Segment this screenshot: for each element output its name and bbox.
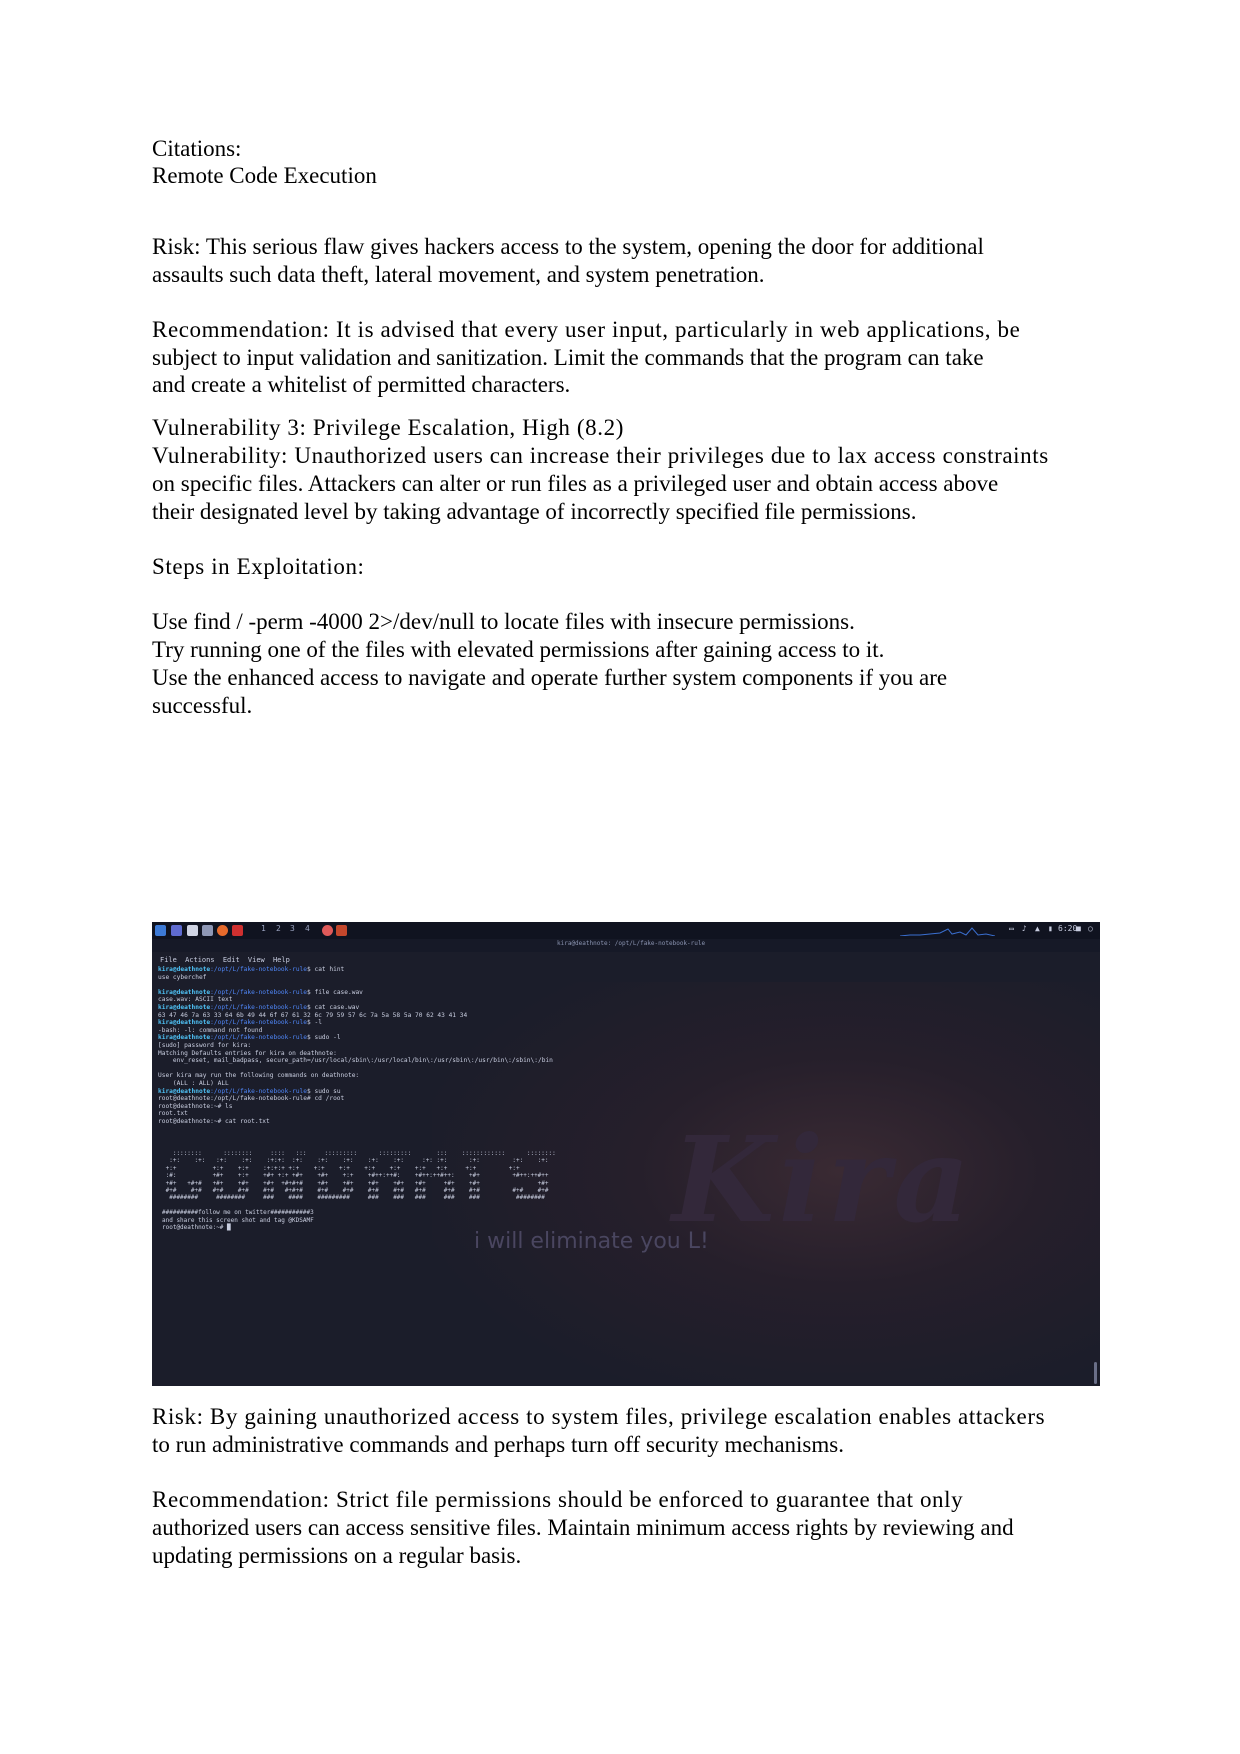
terminal-line: 63 47 46 7a 63 33 64 6b 49 44 6f 67 61 32 6c 79 59 57 6c 7a 5a 58 5a 70 62 43 41 34 bbox=[158, 1011, 468, 1019]
workspace-2[interactable]: 2 bbox=[276, 924, 281, 933]
firefox-icon[interactable] bbox=[217, 925, 228, 936]
step-1: Use find / -perm -4000 2>/dev/null to locate files with insecure permissions. bbox=[152, 609, 855, 634]
vulnerability-desc-line-2: on specific files. Attackers can alter or run files as a privileged user and obtain access above bbox=[152, 471, 999, 496]
prompt-command: $ sudo su bbox=[307, 1087, 341, 1095]
ascii-art-line: #+# #+# #+# #+# #+# #+#+# #+# #+# #+# #+# #+# #+# #+# #+# #+# bbox=[162, 1187, 549, 1195]
terminal-line bbox=[158, 1088, 553, 1096]
files-icon[interactable] bbox=[187, 925, 198, 936]
prompt-command: $ sudo -l bbox=[307, 1034, 341, 1042]
terminal-line bbox=[158, 1019, 553, 1027]
step-2: Try running one of the files with elevated permissions after gaining access to it. bbox=[152, 637, 885, 662]
recommendation-rce-line-3: and create a whitelist of permitted characters. bbox=[152, 372, 571, 397]
spacer bbox=[162, 1202, 556, 1209]
terminal-icon[interactable] bbox=[202, 925, 213, 936]
risk-rce-line-2: assaults such data theft, lateral movement, and system penetration. bbox=[152, 262, 765, 287]
prompt-user: kira@deathnote bbox=[158, 966, 211, 973]
ascii-art-line: :#: +#+ +:+ +#+ +:+ +#+ +#+ +:+ +#++:++#: +#++:++#++: +#+ +#++:++#++ bbox=[162, 1172, 549, 1180]
ascii-art-line: ######## ######## ### #### ######### ### ### ### ### ### ######## bbox=[162, 1194, 545, 1202]
notification-icon[interactable]: ▲ bbox=[1035, 924, 1040, 933]
prompt-path: :/opt/L/fake-notebook-rule bbox=[210, 966, 308, 973]
terminal-footer-line: and share this screen shot and tag @KDSAMF bbox=[162, 1216, 314, 1224]
menu-file[interactable]: File bbox=[160, 956, 177, 964]
battery-icon: ▮ bbox=[1048, 924, 1053, 933]
prompt-path: :/opt/L/fake-notebook-rule bbox=[210, 1019, 308, 1027]
terminal-line: root.txt bbox=[158, 1110, 188, 1118]
menu-actions[interactable]: Actions bbox=[185, 956, 215, 964]
network-graph-icon bbox=[900, 926, 995, 936]
prompt-command: $ cat hint bbox=[307, 966, 345, 973]
risk-privesc-line-1: Risk: By gaining unauthorized access to system files, privilege escalation enables attackers bbox=[152, 1404, 1046, 1429]
desktop-icon[interactable] bbox=[171, 925, 182, 936]
terminal-line: (ALL : ALL) ALL bbox=[158, 1079, 229, 1087]
prompt-path: :/opt/L/fake-notebook-rule bbox=[210, 1034, 308, 1042]
citations-heading: Citations: bbox=[152, 136, 242, 161]
prompt-user: kira@deathnote bbox=[158, 1034, 211, 1042]
prompt-path: :/opt/L/fake-notebook-rule bbox=[210, 988, 308, 996]
vulnerability-desc-line-1: Vulnerability: Unauthorized users can increase their privileges due to lax access constraints bbox=[152, 443, 1049, 468]
volume-icon[interactable]: ♪ bbox=[1022, 924, 1027, 933]
ascii-art-line: :::::::: :::::::: :::: ::: ::::::::: ::::::::: ::: :::::::::::: :::::::: bbox=[162, 1150, 556, 1157]
prompt-user: kira@deathnote bbox=[158, 1019, 211, 1027]
prompt-user: kira@deathnote bbox=[158, 1003, 211, 1011]
terminal-line: root@deathnote:/opt/L/fake-notebook-rule# cd /root bbox=[158, 1095, 345, 1103]
risk-privesc-line-2: to run administrative commands and perhaps turn off security mechanisms. bbox=[152, 1432, 844, 1457]
terminal-line: root@deathnote:~# ls bbox=[158, 1102, 233, 1110]
recommendation-privesc-line-1: Recommendation: Strict file permissions should be enforced to guarantee that only bbox=[152, 1487, 964, 1512]
terminal-line: case.wav: ASCII text bbox=[158, 996, 233, 1004]
prompt-user: kira@deathnote bbox=[158, 1087, 211, 1095]
prompt-command: $ file case.wav bbox=[307, 988, 363, 996]
step-3-line-1: Use the enhanced access to navigate and operate further system components if you are bbox=[152, 665, 948, 690]
menu-view[interactable]: View bbox=[247, 956, 265, 964]
power-icon[interactable]: ○ bbox=[1088, 924, 1093, 933]
recommendation-privesc-line-2: authorized users can access sensitive files. Maintain minimum access rights by reviewing and bbox=[152, 1515, 1014, 1540]
prompt-path: :/opt/L/fake-notebook-rule bbox=[210, 1003, 308, 1011]
terminal-line: [sudo] password for kira: bbox=[158, 1041, 252, 1049]
lock-icon[interactable]: ■ bbox=[1076, 924, 1081, 933]
window-titlebar bbox=[152, 939, 1100, 952]
prompt-user: kira@deathnote bbox=[158, 988, 211, 996]
wallpaper-logo: Kira bbox=[672, 1110, 975, 1249]
menu-edit[interactable]: Edit bbox=[222, 956, 240, 964]
terminal-line: Matching Defaults entries for kira on deathnote: bbox=[158, 1049, 337, 1057]
terminal-line: use cyberchef bbox=[158, 973, 207, 981]
cursor: █ bbox=[227, 1224, 231, 1232]
rce-heading: Remote Code Execution bbox=[152, 163, 377, 188]
ascii-art-line: :+: :+: :+: :+: :+:+: :+: :+: :+: :+: :+: :+: :+: :+: :+: :+: bbox=[162, 1157, 549, 1165]
recommendation-rce-line-2: subject to input validation and sanitization. Limit the commands that the program can take bbox=[152, 345, 984, 370]
app-red-icon[interactable] bbox=[232, 925, 243, 936]
terminal-screenshot bbox=[152, 922, 1100, 1386]
workspace-4[interactable]: 4 bbox=[305, 924, 310, 933]
terminal-line bbox=[158, 1004, 553, 1012]
workspace-1[interactable]: 1 bbox=[261, 924, 266, 933]
terminal-output bbox=[158, 966, 553, 1125]
window-title: kira@deathnote: /opt/L/fake-notebook-rule bbox=[557, 940, 706, 947]
clock: 6:20 bbox=[1058, 924, 1078, 933]
steps-heading: Steps in Exploitation: bbox=[152, 554, 365, 579]
terminal-line bbox=[158, 966, 553, 974]
prompt-path: :/opt/L/fake-notebook-rule bbox=[210, 1087, 308, 1095]
vulnerability-desc-line-3: their designated level by taking advantage of incorrectly specified file permissions. bbox=[152, 499, 917, 524]
risk-rce-line-1: Risk: This serious flaw gives hackers access to the system, opening the door for additional bbox=[152, 234, 984, 259]
ascii-art-line: +:+ +:+ +:+ :+:+:+ +:+ +:+ +:+ +:+ +:+ +:+ +:+ +:+ +:+ bbox=[162, 1164, 520, 1172]
ascii-art-banner bbox=[162, 1150, 556, 1231]
terminal-line: env_reset, mail_badpass, secure_path=/usr/local/sbin\:/usr/local/bin\:/usr/sbin\:/usr/bin\:/sbin\:/bin bbox=[158, 1057, 553, 1065]
record-icon[interactable] bbox=[322, 925, 333, 936]
app-menu-icon[interactable] bbox=[155, 925, 166, 936]
terminal-line: root@deathnote:~# cat root.txt bbox=[158, 1117, 270, 1125]
terminal-line bbox=[158, 981, 553, 989]
prompt-command: $ -l bbox=[307, 1019, 322, 1027]
wallpaper-tagline: i will eliminate you L! bbox=[474, 1229, 709, 1254]
ascii-art-line: +#+ +#+# +#+ +#+ +#+ +#+#+# +#+ +#+ +#+ +#+ +#+ +#+ +#+ +#+ bbox=[162, 1179, 549, 1187]
step-3-line-2: successful. bbox=[152, 693, 253, 718]
taskbar bbox=[152, 922, 1100, 940]
recommendation-privesc-line-3: updating permissions on a regular basis. bbox=[152, 1543, 522, 1568]
terminal-scrollbar[interactable] bbox=[1094, 1362, 1097, 1384]
terminal-footer-line[interactable]: root@deathnote:~# █ bbox=[162, 1224, 231, 1232]
recommendation-rce-line-1: Recommendation: It is advised that every user input, particularly in web applications, be bbox=[152, 317, 1021, 342]
vulnerability-3-heading: Vulnerability 3: Privilege Escalation, High (8.2) bbox=[152, 415, 624, 440]
terminal-line bbox=[158, 1034, 553, 1042]
workspace-3[interactable]: 3 bbox=[290, 924, 295, 933]
terminal-menubar bbox=[160, 956, 290, 964]
terminal-line: -bash: -l: command not found bbox=[158, 1026, 263, 1034]
display-icon[interactable]: ▭ bbox=[1009, 924, 1014, 933]
terminal-line bbox=[158, 1065, 553, 1073]
menu-help[interactable]: Help bbox=[272, 956, 290, 964]
terminal-line bbox=[158, 989, 553, 997]
terminal-footer-line: ##########follow me on twitter###########3 bbox=[162, 1209, 314, 1217]
prompt-command: $ cat case.wav bbox=[307, 1003, 360, 1011]
terminal-line: User kira may run the following commands on deathnote: bbox=[158, 1072, 360, 1080]
terminal-task-icon[interactable] bbox=[336, 925, 347, 936]
